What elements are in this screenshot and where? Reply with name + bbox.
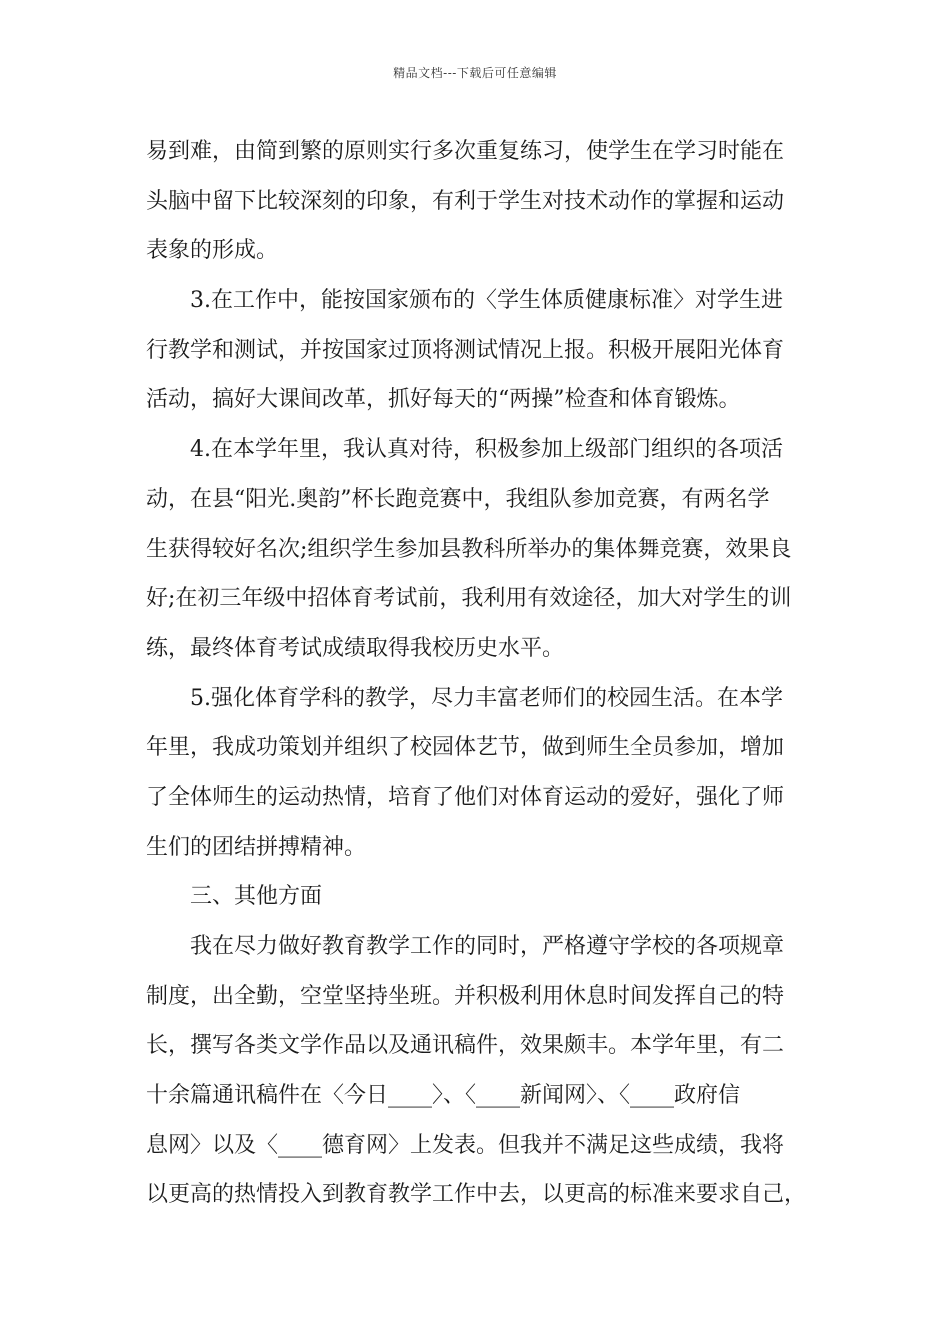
text-line: 了全体师生的运动热情，培育了他们对体育运动的爱好，强化了师 [146,784,785,810]
text-line: 以更高的热情投入到教育教学工作中去，以更高的标准来要求自己， [146,1182,807,1208]
paragraph-start-3: 3.在工作中，能按国家颁布的〈学生体质健康标准〉对学生进 [190,288,783,314]
text-line: 生获得较好名次;组织学生参加县教科所举办的集体舞竞赛，效果良 [146,536,792,562]
text-line: 好;在初三年级中招体育考试前，我利用有效途径，加大对学生的训 [146,586,792,612]
text-line: 易到难，由简到繁的原则实行多次重复练习，使学生在学习时能在 [146,139,785,164]
text-line: 头脑中留下比较深刻的印象，有利于学生对技术动作的掌握和运动 [146,188,785,214]
paragraph-start-other: 我在尽力做好教育教学工作的同时，严格遵守学校的各项规章 [190,934,785,959]
text-line: 练，最终体育考试成绩取得我校历史水平。 [146,635,565,661]
page-header: 精品文档---下载后可任意编辑 [393,66,557,80]
text-line: 长，撰写各类文学作品以及通讯稿件，效果颇丰。本学年里，有二 [146,1033,785,1059]
text-line: 十余篇通讯稿件在〈今日____〉、〈____新闻网〉、〈____政府信 [146,1083,741,1109]
document-body [146,127,826,1220]
paragraph-start-5: 5.强化体育学科的教学，尽力丰富老师们的校园生活。在本学 [190,685,783,711]
text-line: 动，在县“阳光.奥韵”杯长跑竞赛中，我组队参加竞赛，有两名学 [146,486,770,512]
text-line: 表象的形成。 [146,238,279,264]
text-line: 息网〉以及〈____德育网〉上发表。但我并不满足这些成绩，我将 [146,1132,785,1158]
text-line: 活动，搞好大课间改革，抓好每天的“两操”检查和体育锻炼。 [146,387,741,413]
text-line: 行教学和测试，并按国家过顶将测试情况上报。积极开展阳光体育 [146,337,785,363]
paragraph-start-4: 4.在本学年里，我认真对待，积极参加上级部门组织的各项活 [190,437,783,463]
section-heading: 三、其他方面 [190,884,323,910]
text-line: 年里，我成功策划并组织了校园体艺节，做到师生全员参加，增加 [146,735,785,761]
text-line: 生们的团结拼搏精神。 [146,834,367,860]
text-line: 制度，出全勤，空堂坚持坐班。并积极利用休息时间发挥自己的特 [146,983,785,1009]
